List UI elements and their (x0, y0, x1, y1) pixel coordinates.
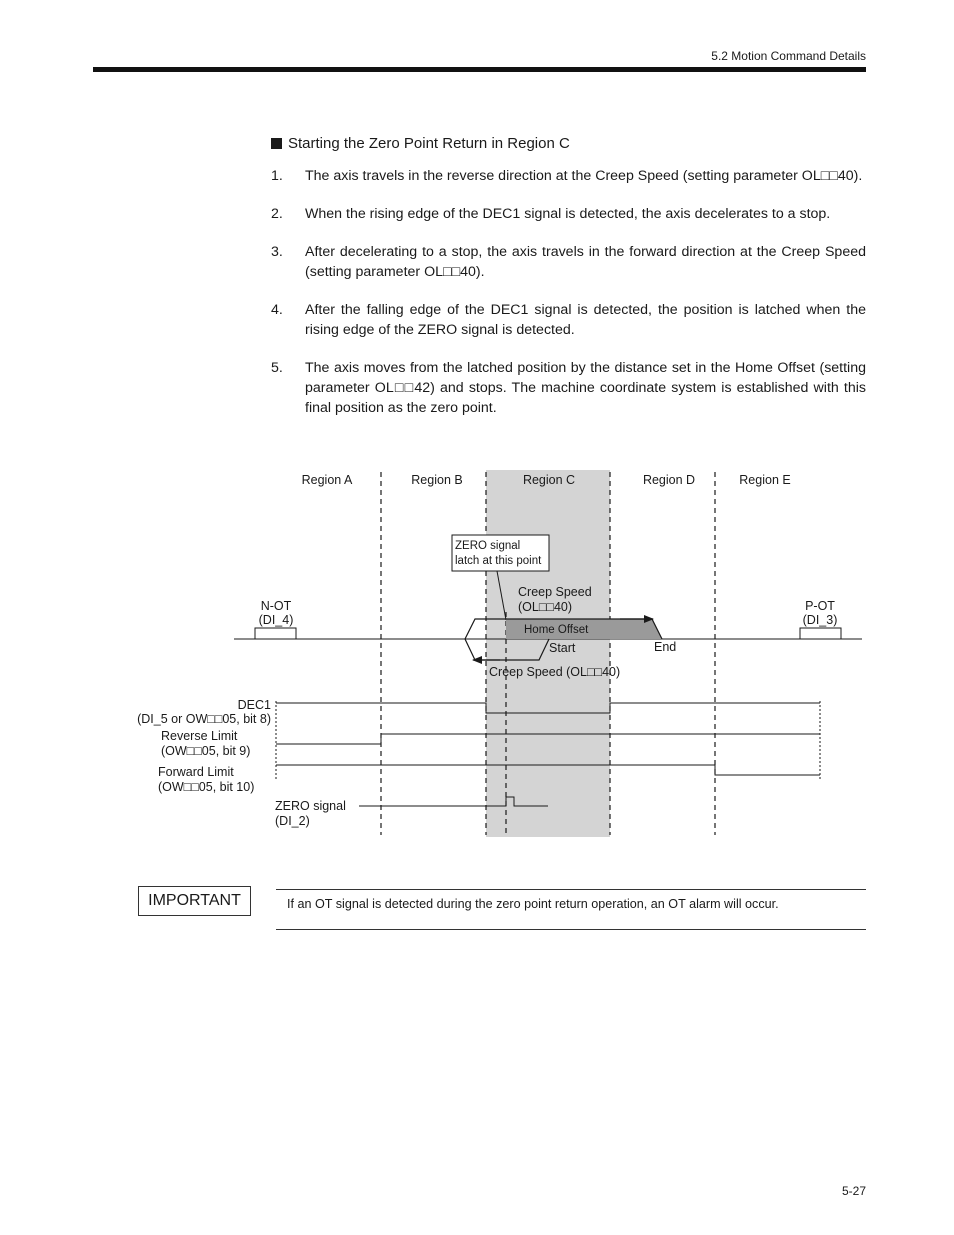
region-d-label: Region D (642, 473, 696, 487)
important-note-text: If an OT signal is detected during the zero point return operation, an OT alarm will occur. (287, 897, 779, 911)
step-number: 4. (271, 302, 283, 318)
step-text: After the falling edge of the DEC1 signal is detected, the position is latched when the rising edge of the ZERO signal is detected. (305, 302, 866, 338)
not-label-sub: (DI_4) (258, 613, 294, 627)
steps-list (271, 166, 866, 436)
creep-speed-top-line2: (OL□□40) (518, 600, 573, 614)
zero-signal-label: ZERO signal (275, 799, 346, 813)
zero-point-return-diagram (0, 460, 954, 850)
creep-speed-bottom-label: Creep Speed (OL□□40) (489, 665, 621, 679)
step-item (271, 204, 866, 224)
page-number: 5-27 (841, 1184, 866, 1198)
header-rule (93, 67, 866, 72)
zero-signal-label-sub: (DI_2) (275, 814, 310, 828)
step-item (271, 358, 866, 418)
creep-speed-top-line1: Creep Speed (518, 585, 592, 599)
not-label: N-OT (260, 599, 292, 613)
step-number: 3. (271, 244, 283, 260)
start-label: Start (549, 641, 576, 655)
step-item (271, 300, 866, 340)
step-text: When the rising edge of the DEC1 signal is detected, the axis decelerates to a stop. (305, 206, 831, 222)
zero-latch-note-line1: ZERO signal (455, 540, 521, 552)
pot-label-sub: (DI_3) (802, 613, 838, 627)
note-top-rule (276, 889, 866, 890)
pot-switch (800, 628, 841, 639)
step-number: 2. (271, 206, 283, 222)
region-b-label: Region B (411, 473, 463, 487)
not-switch (255, 628, 296, 639)
forward-limit-label-sub: (OW□□05, bit 10) (158, 780, 255, 794)
step-number: 5. (271, 360, 283, 376)
region-a-label: Region A (301, 473, 353, 487)
step-item (271, 166, 866, 186)
reverse-limit-label: Reverse Limit (161, 729, 238, 743)
important-label: IMPORTANT (138, 886, 251, 916)
step-text: The axis moves from the latched position by the distance set in the Home Offset (setting parameter OL□□42) and stops. The machine coordinate system is established with this final position as the zero point. (305, 360, 866, 416)
region-e-label: Region E (739, 473, 791, 487)
home-offset-label: Home Offset (524, 624, 589, 636)
running-header: 5.2 Motion Command Details (711, 49, 866, 63)
reverse-limit-label-sub: (OW□□05, bit 9) (161, 744, 251, 758)
step-text: The axis travels in the reverse direction at the Creep Speed (setting parameter OL□□40). (305, 168, 863, 184)
step-text: After decelerating to a stop, the axis travels in the forward direction at the Creep Speed (setting parameter OL□□40). (305, 244, 866, 280)
zero-latch-note-line2: latch at this point (455, 555, 542, 567)
section-heading (271, 135, 570, 152)
step-item (271, 242, 866, 282)
note-bottom-rule (276, 929, 866, 930)
section-heading-text: Starting the Zero Point Return in Region C (288, 135, 570, 152)
pot-label: P-OT (805, 599, 835, 613)
end-label: End (654, 640, 677, 654)
region-c-label: Region C (522, 473, 576, 487)
square-bullet-icon (271, 138, 282, 149)
dec1-label-sub: (DI_5 or OW□□05, bit 8) (137, 712, 271, 726)
region-c-band (486, 470, 610, 837)
forward-limit-label: Forward Limit (158, 765, 234, 779)
step-number: 1. (271, 168, 283, 184)
dec1-label: DEC1 (237, 698, 271, 712)
